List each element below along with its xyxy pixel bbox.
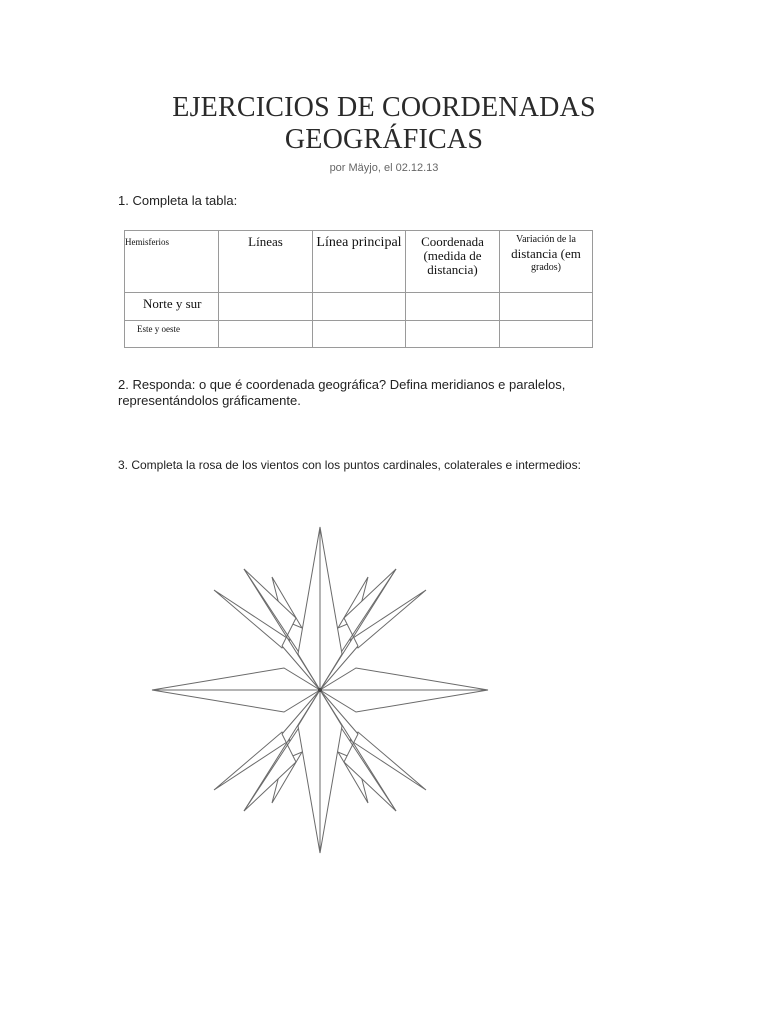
- table-cell[interactable]: [219, 293, 313, 321]
- table-cell[interactable]: [406, 321, 500, 348]
- exercise-1-prompt: 1. Completa la tabla:: [118, 193, 238, 208]
- table-cell[interactable]: [500, 321, 593, 348]
- rose-center: [318, 688, 322, 692]
- header-coordenada: Coordenada (medida de distancia): [406, 231, 500, 293]
- header-linea-principal: Línea principal: [313, 231, 406, 293]
- exercise-3-prompt: 3. Completa la rosa de los vientos con los puntos cardinales, colaterales e intermedios:: [118, 458, 581, 472]
- title-line-1: EJERCICIOS DE COORDENADAS: [172, 92, 596, 123]
- byline: por Mäyjo, el 02.12.13: [329, 162, 439, 174]
- title-line-2: GEOGRÁFICAS: [284, 124, 484, 155]
- table-cell[interactable]: [219, 321, 313, 348]
- exercise-2-prompt: 2. Responda: o que é coordenada geográfica? Defina meridianos e paralelos, representándolos gráficamente.: [118, 377, 566, 408]
- row-label-norte-sur: Norte y sur: [125, 293, 219, 321]
- table-cell[interactable]: [406, 293, 500, 321]
- table-cell[interactable]: [500, 293, 593, 321]
- table-row: [125, 293, 593, 321]
- table-cell[interactable]: [313, 293, 406, 321]
- page-title: [0, 92, 768, 156]
- table-cell[interactable]: [313, 321, 406, 348]
- header-hemisferios: Hemisferios: [125, 231, 219, 293]
- coordinates-table: [124, 230, 593, 348]
- row-label-este-oeste: Este y oeste: [125, 321, 219, 348]
- header-variacion-part-3: grados): [531, 262, 561, 273]
- table-header-row: [125, 231, 593, 293]
- header-variacion: [500, 231, 593, 293]
- compass-rose-icon: [140, 515, 500, 860]
- header-variacion-part-2: distancia (em: [511, 246, 581, 261]
- header-variacion-part-1: Variación de la: [516, 234, 576, 245]
- header-lineas: Líneas: [219, 231, 313, 293]
- table-row: [125, 321, 593, 348]
